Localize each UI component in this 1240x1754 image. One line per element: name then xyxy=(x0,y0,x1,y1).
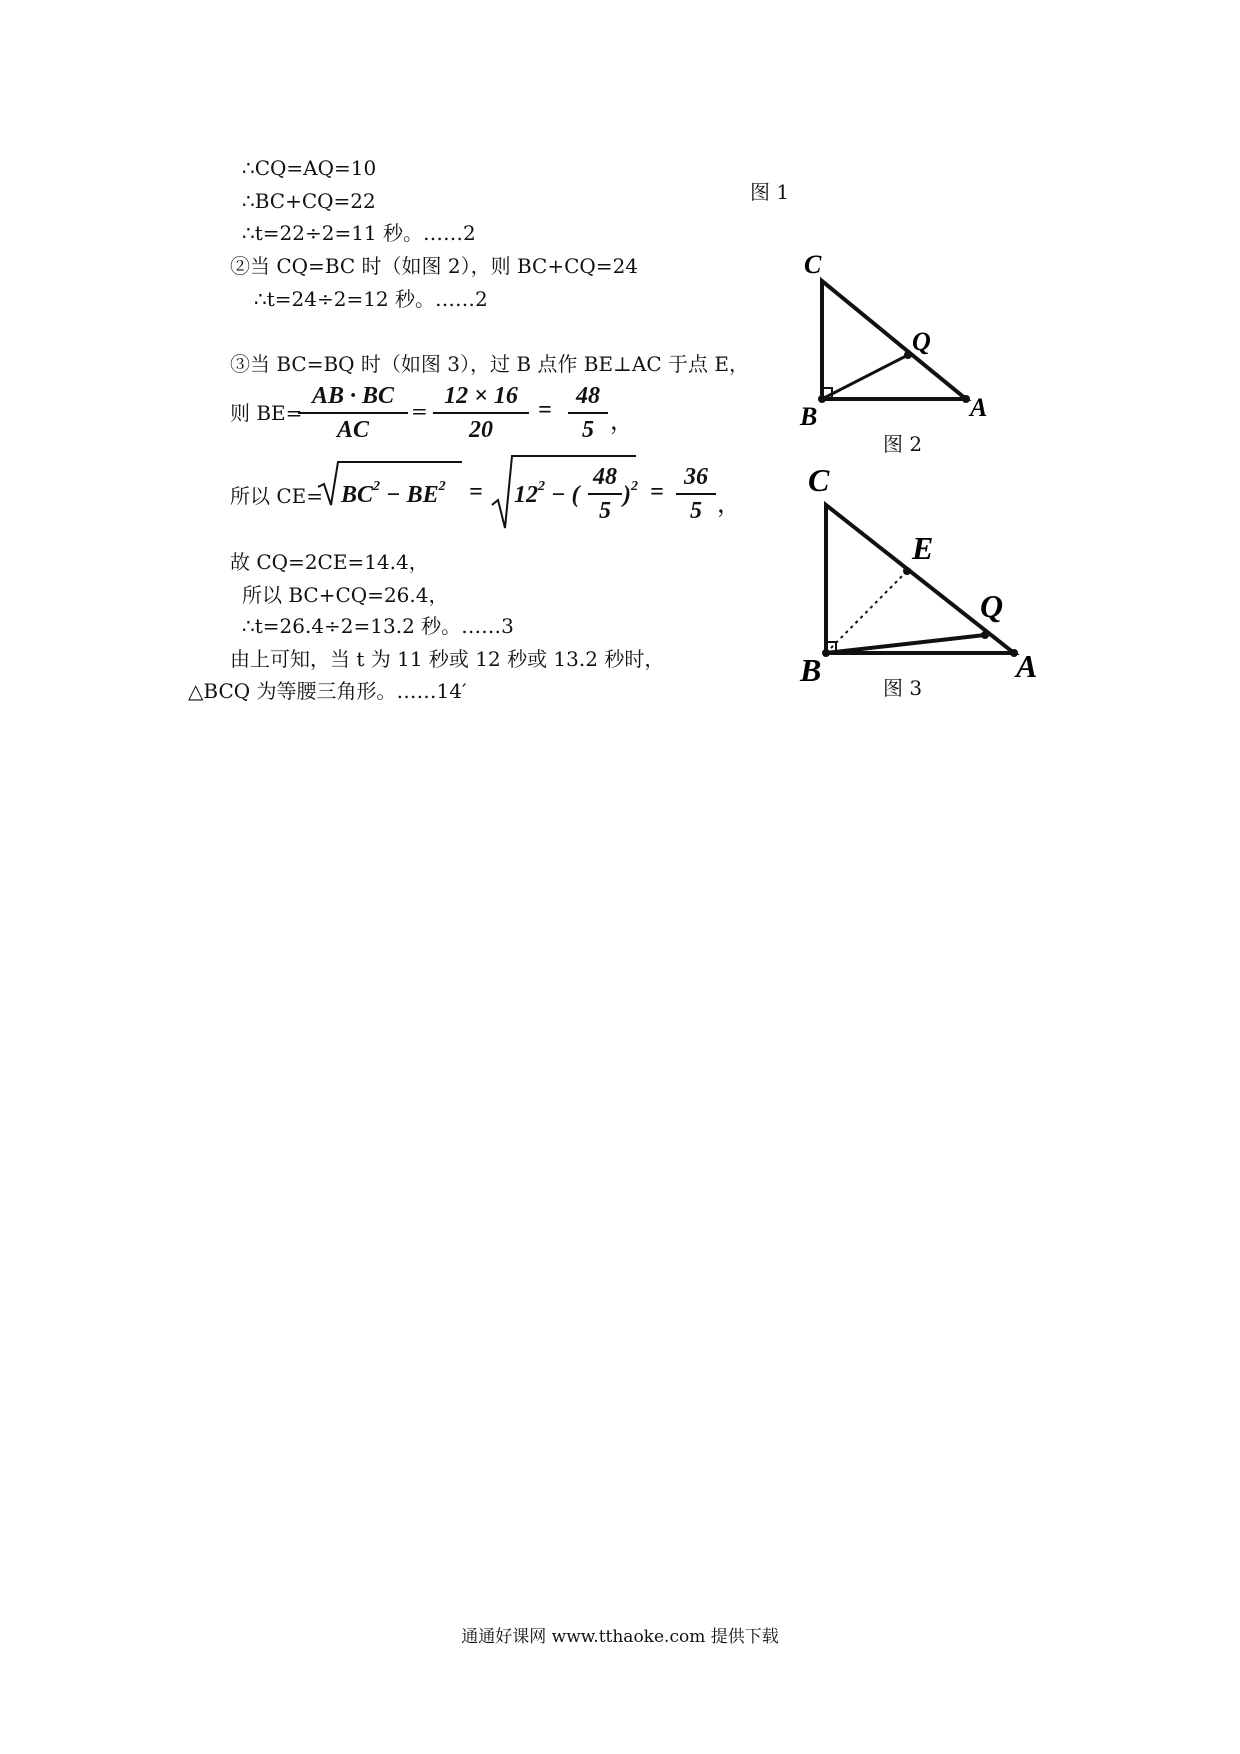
ce-result-fraction xyxy=(676,462,716,526)
solution-line-cq-aq: ∴CQ=AQ=10 xyxy=(242,156,377,180)
solution-line-isosceles: △BCQ 为等腰三角形。……14′ xyxy=(188,679,467,703)
be-fraction-3-numerator: 48 xyxy=(576,383,600,409)
solution-line-t-11: ∴t=22÷2=11 秒。……2 xyxy=(242,221,476,245)
ce-radicand-1: $BC^2 - BE^2$ xyxy=(341,479,446,508)
ce-equals-1: = xyxy=(469,479,483,505)
fig2-label-q: Q xyxy=(912,327,931,356)
solution-line-conclusion: 由上可知，当 t 为 11 秒或 12 秒或 13.2 秒时， xyxy=(230,647,665,671)
ce-inner-fraction xyxy=(588,462,622,526)
ce-equals-2: = xyxy=(650,479,664,505)
figure-2-caption: 图 2 xyxy=(883,432,923,456)
be-comma: ， xyxy=(610,407,634,435)
fig2-label-c: C xyxy=(804,250,822,279)
fig3-label-e: E xyxy=(912,530,934,566)
ce-result-denominator: 5 xyxy=(690,498,702,524)
solution-line-bc-cq-22: ∴BC+CQ=22 xyxy=(242,189,376,213)
fig3-label-q: Q xyxy=(980,588,1004,624)
ce-inner-fraction-numerator: 48 xyxy=(593,464,617,490)
fig3-label-a: A xyxy=(1016,648,1038,684)
solution-line-cq-14-4: 故 CQ=2CE=14.4， xyxy=(230,550,429,574)
be-fraction-1-numerator: AB · BC xyxy=(311,383,395,409)
figure-3-triangle xyxy=(790,455,1050,695)
figure-2-triangle xyxy=(790,245,1010,435)
ce-result-numerator: 36 xyxy=(684,464,708,490)
be-equals-2: = xyxy=(538,397,552,423)
fig3-label-c: C xyxy=(808,462,830,498)
ce-formula-prefix: 所以 CE= xyxy=(230,484,324,508)
be-fraction-3-denominator: 5 xyxy=(582,417,594,443)
be-fraction-2-numerator: 12 × 16 xyxy=(444,383,518,409)
fig2-label-a: A xyxy=(970,393,988,422)
ce-comma: ， xyxy=(717,490,741,518)
be-equals-1: = xyxy=(411,399,428,423)
ce-radicand-2: $12^2$ − ( xyxy=(514,479,580,508)
solution-line-t-12: ∴t=24÷2=12 秒。……2 xyxy=(254,287,488,311)
page-footer: 通通好课网 www.tthaoke.com 提供下载 xyxy=(461,1627,779,1647)
be-formula-prefix: 则 BE= xyxy=(230,401,303,425)
fig2-label-b: B xyxy=(800,402,818,431)
fig3-label-b: B xyxy=(800,652,822,688)
solution-line-case-2: ②当 CQ=BC 时（如图 2），则 BC+CQ=24 xyxy=(230,254,639,278)
figure-3-caption: 图 3 xyxy=(883,676,923,700)
figure-1-caption: 图 1 xyxy=(750,180,790,204)
ce-close-paren: )$^2$ xyxy=(623,479,638,508)
solution-line-t-13-2: ∴t=26.4÷2=13.2 秒。……3 xyxy=(242,614,514,638)
be-fraction-2-denominator: 20 xyxy=(469,417,493,443)
ce-inner-fraction-denominator: 5 xyxy=(599,498,611,524)
solution-line-case-3: ③当 BC=BQ 时（如图 3），过 B 点作 BE⊥AC 于点 E， xyxy=(230,352,749,376)
solution-line-bc-cq-26-4: 所以 BC+CQ=26.4， xyxy=(242,583,449,607)
be-fraction-1-denominator: AC xyxy=(336,417,369,443)
